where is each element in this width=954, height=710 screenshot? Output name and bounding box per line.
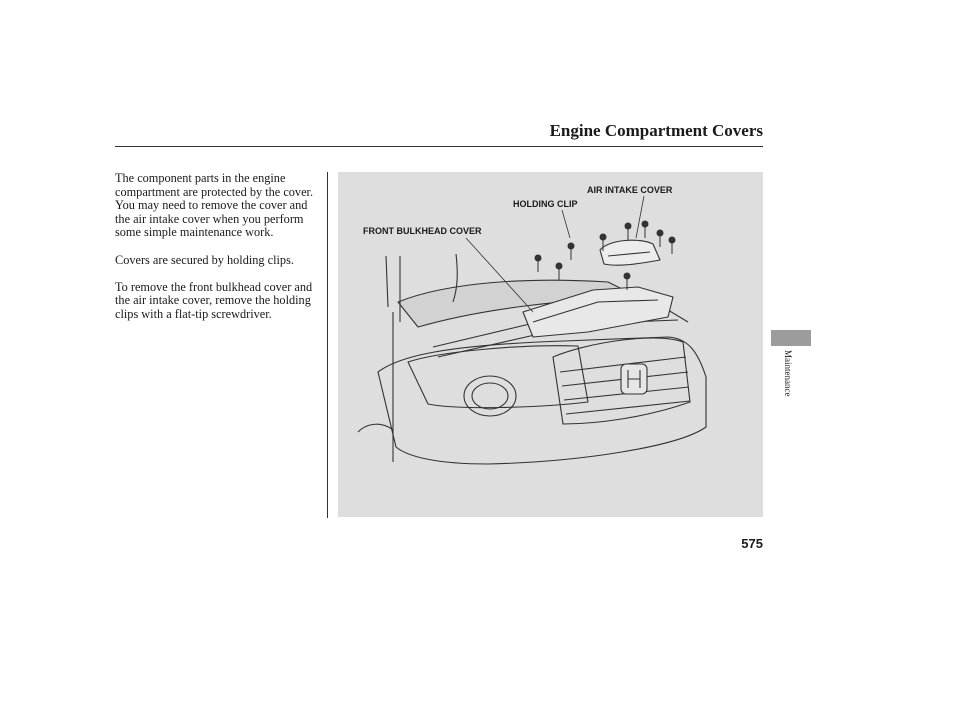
holding-clip-icon bbox=[568, 243, 574, 260]
paragraph-intro: The component parts in the engine compartment are protected by the cover. You may need to remove the cover and the air intake cover when you perform some simple maintenance work. bbox=[115, 171, 314, 240]
page-number: 575 bbox=[741, 536, 763, 551]
engine-bay-drawing bbox=[338, 172, 763, 517]
vehicle-body bbox=[378, 337, 706, 464]
holding-clip-icon bbox=[556, 263, 562, 280]
callout-air-intake-cover: AIR INTAKE COVER bbox=[587, 185, 673, 195]
paragraph-removal: To remove the front bulkhead cover and the air intake cover, remove the holding clips with a flat-tip screwdriver. bbox=[115, 279, 313, 321]
holding-clip-icon bbox=[625, 223, 631, 240]
column-divider bbox=[327, 172, 328, 518]
engine-cover-illustration bbox=[338, 172, 763, 517]
air-intake-cover bbox=[600, 240, 660, 265]
section-tab-marker bbox=[771, 330, 811, 346]
holding-clip-icon bbox=[657, 230, 663, 247]
body-text bbox=[115, 172, 320, 335]
holding-clip-icon bbox=[642, 221, 648, 238]
title-rule bbox=[115, 146, 763, 147]
holding-clip-icon bbox=[535, 255, 541, 272]
section-tab-label: Maintenance bbox=[783, 350, 793, 397]
paragraph-clips: Covers are secured by holding clips. bbox=[115, 252, 294, 267]
holding-clip-icon bbox=[669, 237, 675, 254]
callout-front-bulkhead-cover: FRONT BULKHEAD COVER bbox=[363, 226, 482, 236]
page-title: Engine Compartment Covers bbox=[549, 121, 763, 140]
callout-holding-clip: HOLDING CLIP bbox=[513, 199, 578, 209]
